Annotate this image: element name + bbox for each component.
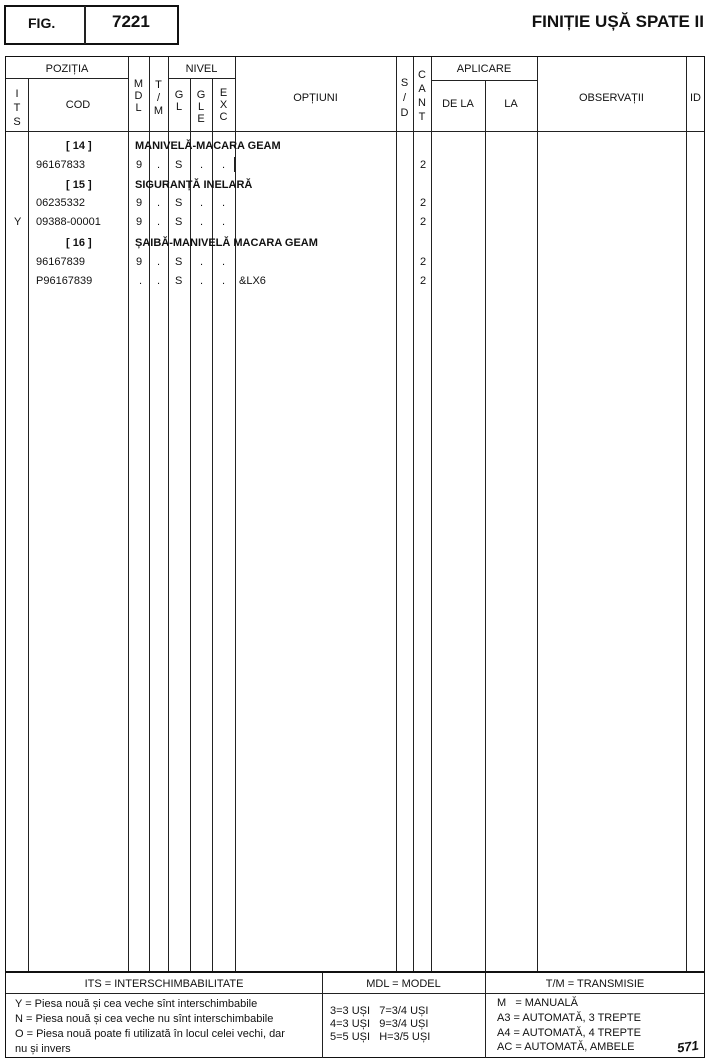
table-row-tm: . bbox=[157, 275, 161, 287]
table-row-optiuni: &LX6 bbox=[239, 275, 266, 287]
table-row-tm: . bbox=[157, 197, 161, 209]
legend-its-line: Y = Piesa nouă și cea veche sînt interschimbabile bbox=[15, 998, 258, 1010]
group-name-16: ȘAIBĂ-MANIVELĂ MACARA GEAM bbox=[135, 237, 318, 249]
legend-its-line: O = Piesa nouă poate fi utilizată în locul celei vechi, dar bbox=[15, 1028, 285, 1040]
header-its: I T S bbox=[13, 88, 21, 128]
header-sd: S / D bbox=[400, 77, 409, 119]
col-line-sd bbox=[413, 57, 414, 971]
table-row-gl: S bbox=[175, 275, 183, 287]
table-row-gle: . bbox=[200, 216, 204, 228]
col-line-exc bbox=[235, 57, 236, 971]
table-row-tm: . bbox=[157, 159, 161, 171]
table-row-mdl: . bbox=[139, 275, 143, 287]
table-row-cant: 2 bbox=[420, 197, 427, 209]
legend-mdl-line: 5=5 UȘI H=3/5 UȘI bbox=[330, 1031, 431, 1043]
header-subline-nivel bbox=[168, 78, 235, 79]
legend-mdl-line: 3=3 UȘI 7=3/4 UȘI bbox=[330, 1005, 429, 1017]
table-row-tm: . bbox=[157, 256, 161, 268]
group-name-14: MANIVELĂ-MACARA GEAM bbox=[135, 140, 281, 152]
table-row-tm: . bbox=[157, 216, 161, 228]
legend-title-line bbox=[6, 993, 704, 994]
header-gl: G L bbox=[174, 89, 184, 113]
table-row-gle: . bbox=[200, 275, 204, 287]
col-line-its bbox=[28, 79, 29, 971]
group-pos-15: [ 15 ] bbox=[66, 179, 92, 191]
table-row-gle: . bbox=[200, 197, 204, 209]
table-row-exc: . bbox=[222, 216, 226, 228]
header-tm: T / M bbox=[153, 79, 164, 117]
header-subline-pozitia bbox=[6, 78, 128, 79]
table-row-cod: P96167839 bbox=[36, 275, 93, 287]
table-row-cant: 2 bbox=[420, 159, 427, 171]
fig-number: 7221 bbox=[112, 12, 150, 31]
col-line-cant bbox=[431, 57, 432, 971]
legend-its-line: nu și invers bbox=[15, 1043, 71, 1055]
legend-tm-title: T/M = TRANSMISIE bbox=[545, 978, 645, 990]
header-subline-aplicare bbox=[431, 80, 537, 81]
col-line-gle bbox=[212, 79, 213, 971]
col-line-gl bbox=[190, 79, 191, 971]
col-line-tm bbox=[168, 57, 169, 971]
legend-mdl-line: 4=3 UȘI 9=3/4 UȘI bbox=[330, 1018, 429, 1030]
legend-tm-line: A4 = AUTOMATĂ, 4 TREPTE bbox=[497, 1027, 641, 1039]
table-row-gle: . bbox=[200, 159, 204, 171]
table-row-exc: . bbox=[222, 197, 226, 209]
header-de-la: DE LA bbox=[442, 98, 474, 110]
table-row-mdl: 9 bbox=[136, 159, 143, 171]
table-row-gl: S bbox=[175, 197, 183, 209]
header-cant: C A N T bbox=[418, 69, 426, 123]
legend-its-title: ITS = INTERSCHIMBABILITATE bbox=[84, 978, 244, 990]
table-row-exc: . bbox=[222, 275, 226, 287]
legend-its-line: N = Piesa nouă și cea veche nu sînt interschimbabile bbox=[15, 1013, 274, 1025]
table-row-cod: 06235332 bbox=[36, 197, 85, 209]
parts-table bbox=[5, 56, 705, 972]
page-title: FINIȚIE UȘĂ SPATE II bbox=[531, 12, 704, 31]
col-line-mdl bbox=[149, 57, 150, 971]
header-nivel: NIVEL bbox=[185, 63, 218, 75]
table-row-its: Y bbox=[14, 216, 22, 228]
table-row-gle: . bbox=[200, 256, 204, 268]
header-aplicare: APLICARE bbox=[456, 63, 512, 75]
table-row-mdl: 9 bbox=[136, 197, 143, 209]
col-line-cod bbox=[128, 57, 129, 971]
header-exc: E X C bbox=[219, 87, 228, 123]
header-id: ID bbox=[690, 92, 701, 104]
group-pos-16: [ 16 ] bbox=[66, 237, 92, 249]
table-row-cod: 09388-00001 bbox=[36, 216, 101, 228]
table-row-cant: 2 bbox=[420, 216, 427, 228]
table-row-exc: . bbox=[222, 159, 226, 171]
table-row-gl: S bbox=[175, 256, 183, 268]
col-line-la bbox=[537, 57, 538, 971]
header-mdl: M D L bbox=[133, 78, 144, 114]
header-pozitia: POZIȚIA bbox=[45, 63, 89, 75]
legend-tm-line: A3 = AUTOMATĂ, 3 TREPTE bbox=[497, 1012, 641, 1024]
group-pos-14: [ 14 ] bbox=[66, 140, 92, 152]
fig-divider bbox=[84, 6, 86, 44]
table-row-gl: S bbox=[175, 159, 183, 171]
row-tick bbox=[234, 157, 235, 172]
table-row-gl: S bbox=[175, 216, 183, 228]
header-gle: G L E bbox=[196, 89, 206, 125]
header-bottom-line bbox=[6, 131, 704, 132]
header-cod: COD bbox=[65, 99, 91, 111]
group-name-15: SIGURANȚĂ INELARĂ bbox=[135, 179, 253, 191]
legend-tm-line: M = MANUALĂ bbox=[497, 997, 578, 1009]
table-row-cant: 2 bbox=[420, 256, 427, 268]
header-optiuni: OPȚIUNI bbox=[293, 92, 338, 104]
fig-label: FIG. bbox=[28, 15, 56, 31]
table-row-exc: . bbox=[222, 256, 226, 268]
col-line-observatii bbox=[686, 57, 687, 971]
header-la: LA bbox=[504, 98, 518, 110]
page-mark: 571 bbox=[676, 1037, 700, 1056]
col-line-optiuni bbox=[396, 57, 397, 971]
legend-mdl-title: MDL = MODEL bbox=[366, 978, 441, 990]
col-line-dela bbox=[485, 81, 486, 971]
table-row-cod: 96167839 bbox=[36, 256, 85, 268]
table-row-cod: 96167833 bbox=[36, 159, 85, 171]
table-row-cant: 2 bbox=[420, 275, 427, 287]
header-observatii: OBSERVAȚII bbox=[578, 92, 644, 104]
legend-tm-line: AC = AUTOMATĂ, AMBELE bbox=[497, 1041, 635, 1053]
table-row-mdl: 9 bbox=[136, 256, 143, 268]
table-row-mdl: 9 bbox=[136, 216, 143, 228]
